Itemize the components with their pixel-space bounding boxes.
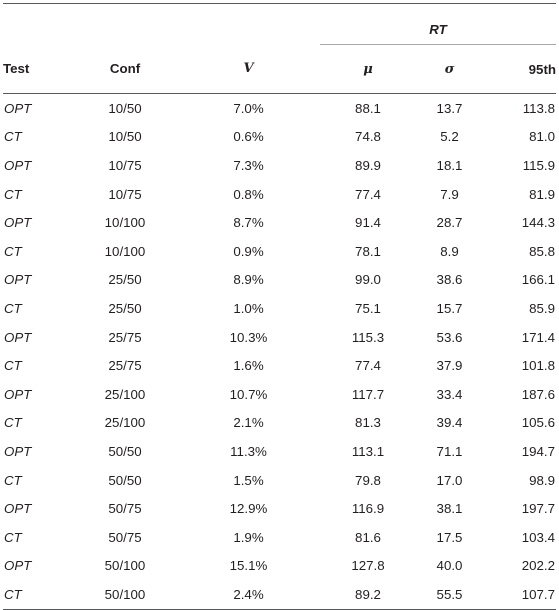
cell-sigma: 39.4: [436, 415, 463, 431]
cell-mu: 113.1: [351, 443, 385, 459]
cell-test: OPT: [4, 272, 32, 288]
cell-sigma: 38.6: [436, 272, 463, 288]
header-group-row: [3, 4, 556, 45]
header-95th: 95th: [485, 45, 556, 94]
cell-conf: 10/50: [108, 100, 142, 116]
table-row: [3, 180, 556, 209]
cell-conf: 25/50: [108, 272, 142, 288]
cell-mu: 99.0: [355, 272, 381, 288]
table-row: [3, 409, 556, 438]
table-row: [3, 580, 556, 609]
cell-95th: 81.0: [529, 129, 555, 145]
cell-test: CT: [4, 358, 22, 374]
cell-95th: 115.9: [522, 157, 555, 173]
cell-v: 8.7%: [233, 215, 264, 231]
cell-v: 0.6%: [233, 129, 264, 145]
cell-v: 2.4%: [177, 580, 320, 609]
cell-v: 8.9%: [233, 272, 264, 288]
table-row: [3, 237, 556, 266]
cell-conf: 10/75: [108, 157, 142, 173]
cell-conf: 10/50: [108, 129, 142, 145]
cell-mu: 116.9: [351, 501, 385, 517]
cell-95th: 171.4: [521, 329, 555, 345]
table-row: [3, 380, 556, 409]
cell-sigma: 13.7: [436, 100, 463, 116]
cell-conf: 25/100: [104, 386, 146, 402]
table-header: [3, 4, 556, 94]
cell-v: 12.9%: [229, 501, 268, 517]
cell-sigma: 33.4: [436, 386, 463, 402]
cell-conf: 50/50: [108, 443, 142, 459]
header-spacer: [73, 4, 177, 45]
cell-sigma: 38.1: [436, 501, 463, 517]
cell-conf: 50/75: [108, 529, 142, 545]
table-row: [3, 466, 556, 495]
cell-test: CT: [4, 415, 22, 431]
cell-mu: 81.6: [355, 529, 381, 545]
cell-sigma: 7.9: [440, 186, 459, 202]
cell-95th: 105.6: [521, 415, 555, 431]
cell-conf: 25/75: [108, 329, 142, 345]
cell-test: CT: [3, 580, 73, 609]
header-sigma: σ: [404, 45, 485, 94]
cell-sigma: 37.9: [436, 358, 463, 374]
cell-sigma: 17.0: [436, 472, 463, 488]
cell-95th: 113.8: [522, 100, 555, 116]
results-table: [3, 3, 556, 610]
cell-conf: 50/100: [73, 580, 177, 609]
cell-sigma: 71.1: [436, 443, 463, 459]
cell-sigma: 17.5: [436, 529, 463, 545]
cell-v: 1.9%: [233, 529, 264, 545]
cell-test: CT: [4, 129, 22, 145]
cell-conf: 10/75: [108, 186, 142, 202]
cell-test: OPT: [4, 215, 32, 231]
cell-test: CT: [4, 472, 22, 488]
table-row: [3, 323, 556, 352]
header-spacer: [3, 4, 73, 45]
table-row: [3, 151, 556, 180]
header-v: V: [177, 45, 320, 94]
table-row: [3, 208, 556, 237]
cell-mu: 89.9: [355, 157, 381, 173]
table-row: [3, 494, 556, 523]
table-row: [3, 523, 556, 552]
cell-95th: 166.1: [521, 272, 555, 288]
cell-sigma: 40.0: [436, 558, 463, 574]
cell-conf: 50/50: [108, 472, 142, 488]
table-row: [3, 552, 556, 581]
cell-v: 1.0%: [233, 300, 264, 316]
cell-95th: 107.7: [485, 580, 556, 609]
cell-conf: 25/50: [108, 300, 142, 316]
cell-mu: 91.4: [355, 215, 381, 231]
cell-sigma: 5.2: [440, 129, 459, 145]
cell-v: 2.1%: [233, 415, 264, 431]
header-spacer: [177, 4, 320, 45]
cell-95th: 85.8: [529, 243, 555, 259]
cell-test: CT: [4, 243, 22, 259]
cell-conf: 25/75: [108, 358, 142, 374]
table-body: [3, 94, 556, 610]
cell-v: 10.7%: [229, 386, 268, 402]
cell-v: 0.8%: [233, 186, 264, 202]
cell-95th: 98.9: [529, 472, 555, 488]
cell-conf: 25/100: [104, 415, 146, 431]
cell-mu: 127.8: [351, 558, 385, 574]
cell-mu: 117.7: [351, 386, 385, 402]
cell-v: 11.3%: [230, 443, 267, 459]
cell-conf: 50/100: [104, 558, 146, 574]
cell-test: OPT: [4, 386, 32, 402]
header-column-row: [3, 45, 556, 94]
table-row: [3, 266, 556, 295]
cell-conf: 50/75: [108, 501, 142, 517]
cell-95th: 197.7: [521, 501, 555, 517]
cell-95th: 101.8: [521, 358, 555, 374]
cell-sigma: 55.5: [404, 580, 485, 609]
cell-v: 0.9%: [233, 243, 264, 259]
cell-mu: 79.8: [355, 472, 381, 488]
cell-95th: 103.4: [521, 529, 555, 545]
table-row: [3, 123, 556, 152]
cell-test: CT: [4, 529, 22, 545]
cell-sigma: 15.7: [436, 300, 463, 316]
cell-mu: 88.1: [355, 100, 381, 116]
cell-v: 7.3%: [233, 157, 264, 173]
cell-test: OPT: [4, 501, 32, 517]
cell-test: CT: [4, 300, 22, 316]
cell-v: 1.5%: [233, 472, 264, 488]
cell-test: OPT: [4, 100, 32, 116]
cell-test: CT: [4, 186, 22, 202]
cell-mu: 115.3: [351, 329, 385, 345]
cell-mu: 74.8: [355, 129, 381, 145]
cell-95th: 187.6: [521, 386, 555, 402]
cell-test: OPT: [4, 157, 32, 173]
table-row: [3, 437, 556, 466]
cell-sigma: 28.7: [436, 215, 463, 231]
cell-conf: 10/100: [104, 243, 146, 259]
cell-mu: 89.2: [320, 580, 404, 609]
cell-conf: 10/100: [104, 215, 146, 231]
cell-test: OPT: [4, 443, 32, 459]
cell-sigma: 53.6: [436, 329, 463, 345]
cell-95th: 202.2: [521, 558, 555, 574]
cell-mu: 81.3: [355, 415, 381, 431]
cell-mu: 75.1: [355, 300, 381, 316]
table-row: [3, 351, 556, 380]
cell-mu: 78.1: [355, 243, 381, 259]
header-test: Test: [3, 45, 73, 94]
cell-sigma: 18.1: [436, 157, 463, 173]
cell-95th: 81.9: [529, 186, 555, 202]
cell-v: 7.0%: [233, 100, 264, 116]
header-mu: μ: [320, 45, 404, 94]
cell-test: OPT: [4, 558, 32, 574]
table-row: [3, 94, 556, 123]
cell-v: 15.1%: [229, 558, 268, 574]
cell-v: 1.6%: [233, 358, 264, 374]
cell-sigma: 8.9: [440, 243, 459, 259]
cell-mu: 77.4: [355, 358, 381, 374]
table-row: [3, 294, 556, 323]
cell-95th: 85.9: [529, 300, 555, 316]
header-conf: Conf: [73, 45, 177, 94]
header-rt-group: RT: [320, 4, 556, 45]
cell-v: 10.3%: [229, 329, 268, 345]
cell-95th: 144.3: [521, 215, 555, 231]
cell-test: OPT: [4, 329, 32, 345]
cell-95th: 194.7: [521, 443, 555, 459]
cell-mu: 77.4: [355, 186, 381, 202]
